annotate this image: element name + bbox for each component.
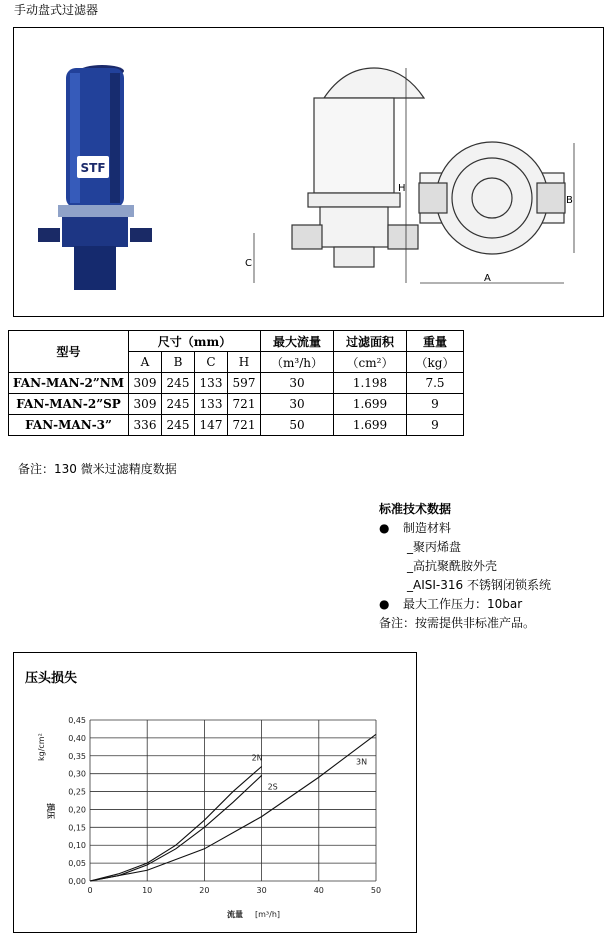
bullet-icon: ● — [379, 521, 390, 535]
header-weight-unit: （kg） — [407, 352, 464, 373]
sub-item: _高抗聚酰胺外壳 — [407, 559, 498, 573]
product-figure — [13, 27, 604, 317]
cell-b: 245 — [162, 394, 195, 415]
header-size: 尺寸（mm） — [129, 331, 261, 352]
cell-h: 721 — [228, 415, 261, 436]
x-tick-label: 0 — [87, 886, 93, 895]
cell-area: 1.198 — [334, 373, 407, 394]
x-tick-label: 40 — [313, 886, 324, 895]
cell-a: 309 — [129, 373, 162, 394]
y-tick-label: 0,15 — [68, 823, 86, 833]
x-tick-label: 10 — [142, 886, 153, 895]
bullet-icon: ● — [379, 597, 390, 611]
y-tick-label: 0,10 — [68, 841, 86, 851]
brand-logo: STF — [80, 161, 106, 175]
x-axis-unit: [m³/h] — [255, 910, 281, 919]
x-tick-label: 20 — [199, 886, 210, 895]
bullet-text: 制造材料 — [403, 521, 452, 535]
page-title: 手动盘式过滤器 — [14, 3, 99, 17]
table-row — [9, 394, 464, 415]
cell-area: 1.699 — [334, 394, 407, 415]
cell-flow: 50 — [261, 415, 334, 436]
filter-photo — [38, 65, 152, 290]
cell-c: 133 — [195, 373, 228, 394]
header-h: H — [228, 352, 261, 373]
y-tick-label: 0,00 — [68, 877, 86, 886]
sub-item: _AISI-316 不锈钢闭锁系统 — [407, 578, 551, 592]
cell-model: FAN-MAN-3” — [9, 415, 129, 436]
dim-label-b: B — [566, 195, 573, 206]
cell-b: 245 — [162, 415, 195, 436]
cell-flow: 30 — [261, 394, 334, 415]
header-c: C — [195, 352, 228, 373]
y-tick-label: 0,45 — [68, 716, 86, 725]
y-tick-label: 0,30 — [68, 769, 86, 779]
chart-plot — [14, 653, 416, 932]
cell-flow: 30 — [261, 373, 334, 394]
y-tick-label: 0,20 — [68, 805, 86, 815]
cell-area: 1.699 — [334, 415, 407, 436]
header-flow: 最大流量 — [261, 331, 334, 352]
cell-weight: 9 — [407, 415, 464, 436]
y-tick-label: 0,35 — [68, 751, 86, 761]
series-label-3n: 3N — [356, 757, 368, 767]
cell-c: 147 — [195, 415, 228, 436]
x-tick-label: 50 — [370, 886, 382, 895]
dim-label-a: A — [484, 273, 491, 284]
header-model: 型号 — [9, 331, 129, 373]
filter-drawing — [14, 28, 605, 318]
chart-lines — [90, 734, 376, 881]
x-axis-label: 流量 — [227, 910, 243, 919]
list-item — [379, 595, 551, 614]
header-flow-unit: （m³/h） — [261, 352, 334, 373]
cell-c: 133 — [195, 394, 228, 415]
top-view-drawing — [419, 142, 574, 283]
cell-b: 245 — [162, 373, 195, 394]
table-row — [9, 415, 464, 436]
accuracy-note: 备注：130 微米过滤精度数据 — [18, 462, 177, 476]
series-label-2n: 2N — [251, 753, 263, 763]
header-b: B — [162, 352, 195, 373]
cell-weight: 7.5 — [407, 373, 464, 394]
series-label-2s: 2S — [267, 782, 278, 792]
y-tick-label: 0,25 — [68, 787, 86, 797]
y-axis-unit: kg/cm² — [37, 733, 46, 761]
chart-ticks — [68, 716, 381, 895]
x-tick-label: 30 — [256, 886, 267, 895]
list-item — [379, 519, 551, 538]
bullet-text: 最大工作压力：10bar — [403, 597, 523, 611]
dim-label-c: C — [245, 258, 252, 269]
tech-data — [379, 500, 551, 633]
series-line-2n — [90, 767, 262, 881]
std-note: 备注：按需提供非标准产品。 — [379, 616, 536, 630]
header-a: A — [129, 352, 162, 373]
cell-weight: 9 — [407, 394, 464, 415]
chart-grid — [90, 720, 376, 881]
y-axis-label: 损压 — [46, 803, 55, 819]
side-view-drawing — [254, 68, 424, 283]
pressure-loss-chart — [13, 652, 417, 933]
tech-data-heading: 标准技术数据 — [379, 502, 452, 516]
cell-model: FAN-MAN-2”SP — [9, 394, 129, 415]
cell-model: FAN-MAN-2”NM — [9, 373, 129, 394]
header-area-unit: （cm²） — [334, 352, 407, 373]
spec-table — [8, 330, 464, 436]
series-line-3n — [90, 734, 376, 881]
y-tick-label: 0,40 — [68, 733, 86, 743]
header-area: 过滤面积 — [334, 331, 407, 352]
table-row — [9, 373, 464, 394]
chart-title: 压头损失 — [25, 671, 78, 686]
header-weight: 重量 — [407, 331, 464, 352]
y-tick-label: 0,05 — [68, 859, 86, 869]
dim-label-h: H — [398, 183, 406, 194]
sub-item: _聚丙烯盘 — [407, 540, 462, 554]
cell-a: 336 — [129, 415, 162, 436]
cell-h: 597 — [228, 373, 261, 394]
cell-h: 721 — [228, 394, 261, 415]
cell-a: 309 — [129, 394, 162, 415]
